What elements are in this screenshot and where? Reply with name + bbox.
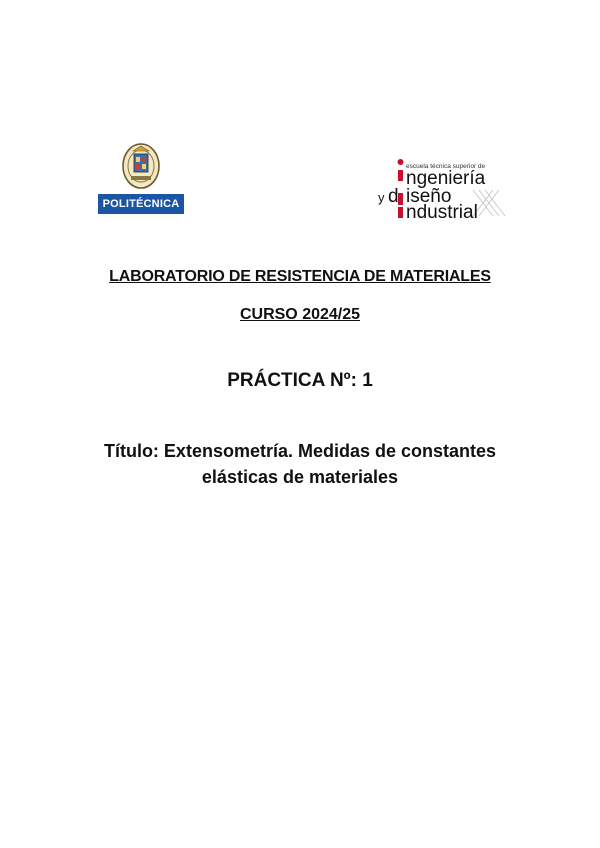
practice-number: PRÁCTICA Nº: 1 [227, 370, 373, 391]
upm-logo [98, 142, 184, 216]
school-logo-graphic [378, 156, 508, 222]
upm-crest-icon [121, 142, 161, 192]
practice-title-line1: Título: Extensometría. Medidas de constantes [103, 441, 497, 461]
school-word-industrial: ndustrial [406, 202, 478, 222]
school-word-diseno: iseño [406, 186, 452, 207]
practice-title [0, 438, 600, 490]
svg-text:d: d [388, 186, 399, 207]
school-logo [378, 156, 508, 222]
school-word-ingenieria: ngeniería [406, 168, 486, 189]
course-label: CURSO 2024/25 [239, 306, 361, 323]
practice-title-line2: elásticas de materiales [201, 467, 399, 487]
school-tagline: escuela técnica superior de [406, 163, 486, 170]
school-word-y: y [378, 190, 385, 205]
lab-title: LABORATORIO DE RESISTENCIA DE MATERIALES [109, 268, 491, 285]
upm-label: POLITÉCNICA [98, 194, 184, 214]
